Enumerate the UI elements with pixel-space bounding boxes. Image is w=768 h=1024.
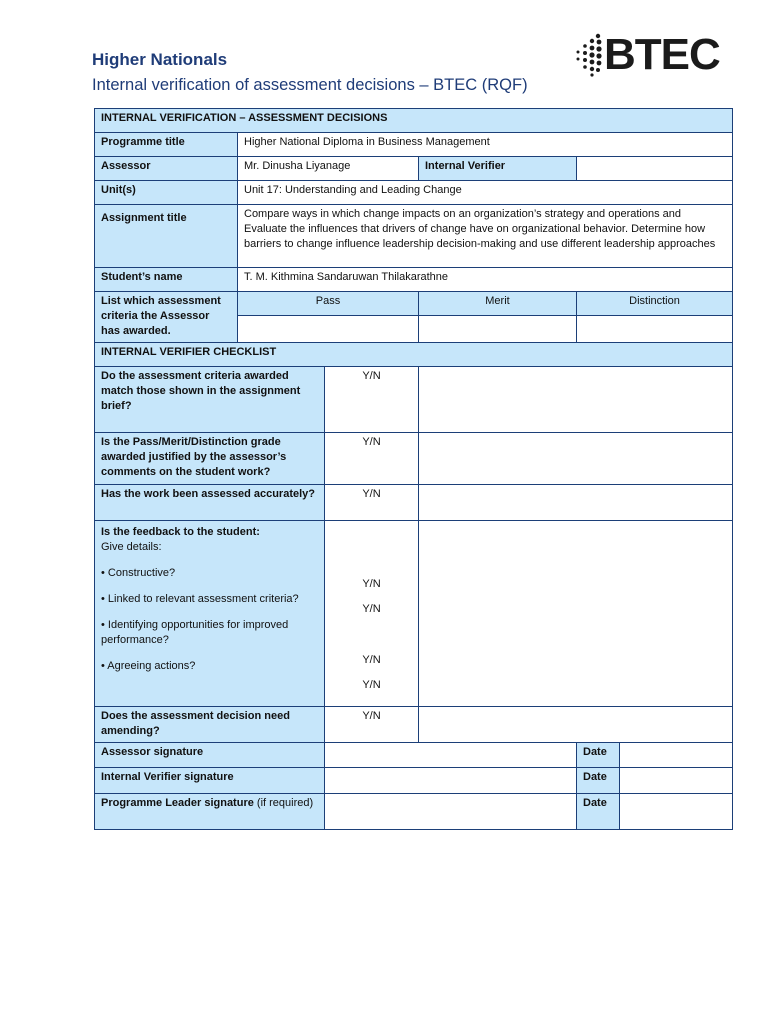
distinction-value[interactable]	[577, 316, 733, 343]
assignment-title-value[interactable]: Compare ways in which change impacts on an organization’s strategy and operations and Evaluate the influences that drivers of change have on organizational behavior. Determine how barriers to change influence leadership decision-making and use different leadership approaches	[238, 205, 733, 268]
q4-yn-2[interactable]: Y/N	[362, 603, 381, 615]
section2-title: INTERNAL VERIFIER CHECKLIST	[95, 343, 733, 367]
header-title: Higher Nationals	[92, 50, 228, 69]
assessor-date-field[interactable]	[620, 743, 733, 768]
internal-verifier-label: Internal Verifier	[419, 157, 577, 181]
logo-text: BTEC	[604, 30, 720, 79]
assessor-signature-label: Assessor signature	[95, 743, 325, 768]
q4-yn-4[interactable]: Y/N	[362, 679, 381, 691]
student-name-value[interactable]: T. M. Kithmina Sandaruwan Thilakarathne	[238, 268, 733, 292]
q4-item-4: • Agreeing actions?	[101, 660, 196, 672]
pl-signature-label-1: Programme Leader	[101, 797, 202, 809]
assessor-signature-field[interactable]	[325, 743, 577, 768]
dots-icon	[574, 32, 606, 78]
q4-yn-column	[325, 521, 419, 707]
pl-signature-field[interactable]	[325, 794, 577, 830]
pass-value[interactable]	[238, 316, 419, 343]
q3-details[interactable]	[419, 485, 733, 521]
q4-yn-3[interactable]: Y/N	[362, 654, 381, 666]
assessor-date-label: Date	[577, 743, 620, 768]
btec-logo	[574, 32, 724, 82]
q4-item-1: • Constructive?	[101, 567, 176, 579]
pl-signature-label	[95, 794, 325, 830]
q3-yn[interactable]: Y/N	[325, 485, 419, 521]
q3-label: Has the work been assessed accurately?	[95, 485, 325, 521]
merit-value[interactable]	[419, 316, 577, 343]
q4-details[interactable]	[419, 521, 733, 707]
q4-give-details: Give details:	[101, 541, 162, 553]
merit-header: Merit	[419, 292, 577, 316]
q4-label	[95, 521, 325, 707]
iv-signature-field[interactable]	[325, 768, 577, 794]
section1-title: INTERNAL VERIFICATION – ASSESSMENT DECISIONS	[95, 109, 733, 133]
q2-yn[interactable]: Y/N	[325, 433, 419, 485]
pl-signature-label-3: (if required)	[256, 797, 314, 809]
units-value[interactable]: Unit 17: Understanding and Leading Change	[238, 181, 733, 205]
distinction-header: Distinction	[577, 292, 733, 316]
q5-details[interactable]	[419, 707, 733, 743]
q5-yn[interactable]: Y/N	[325, 707, 419, 743]
q2-label: Is the Pass/Merit/Distinction grade awarded justified by the assessor’s comments on the student work?	[95, 433, 325, 485]
iv-date-label: Date	[577, 768, 620, 794]
criteria-label: List which assessment criteria the Assessor has awarded.	[95, 292, 238, 343]
pass-header: Pass	[238, 292, 419, 316]
units-label: Unit(s)	[95, 181, 238, 205]
q1-yn[interactable]: Y/N	[325, 367, 419, 433]
pl-signature-label-2: signature	[204, 797, 254, 809]
assessor-label: Assessor	[95, 157, 238, 181]
iv-signature-label: Internal Verifier signature	[95, 768, 325, 794]
q4-item-3: • Identifying opportunities for improved performance?	[101, 619, 289, 646]
internal-verifier-value[interactable]	[577, 157, 733, 181]
q4-title: Is the feedback to the student:	[101, 526, 260, 538]
pl-date-label: Date	[577, 794, 620, 830]
iv-date-field[interactable]	[620, 768, 733, 794]
header-subtitle: Internal verification of assessment decisions – BTEC (RQF)	[92, 76, 528, 94]
q4-yn-1[interactable]: Y/N	[362, 578, 381, 590]
q4-item-2: • Linked to relevant assessment criteria?	[101, 593, 299, 605]
student-name-label: Student’s name	[95, 268, 238, 292]
verification-form	[94, 108, 733, 830]
q5-label: Does the assessment decision need amending?	[95, 707, 325, 743]
q1-label: Do the assessment criteria awarded match those shown in the assignment brief?	[95, 367, 325, 433]
q2-details[interactable]	[419, 433, 733, 485]
assignment-title-label: Assignment title	[95, 205, 238, 268]
pl-date-field[interactable]	[620, 794, 733, 830]
programme-title-label: Programme title	[95, 133, 238, 157]
assessor-value[interactable]: Mr. Dinusha Liyanage	[238, 157, 419, 181]
programme-title-value[interactable]: Higher National Diploma in Business Management	[238, 133, 733, 157]
q1-details[interactable]	[419, 367, 733, 433]
